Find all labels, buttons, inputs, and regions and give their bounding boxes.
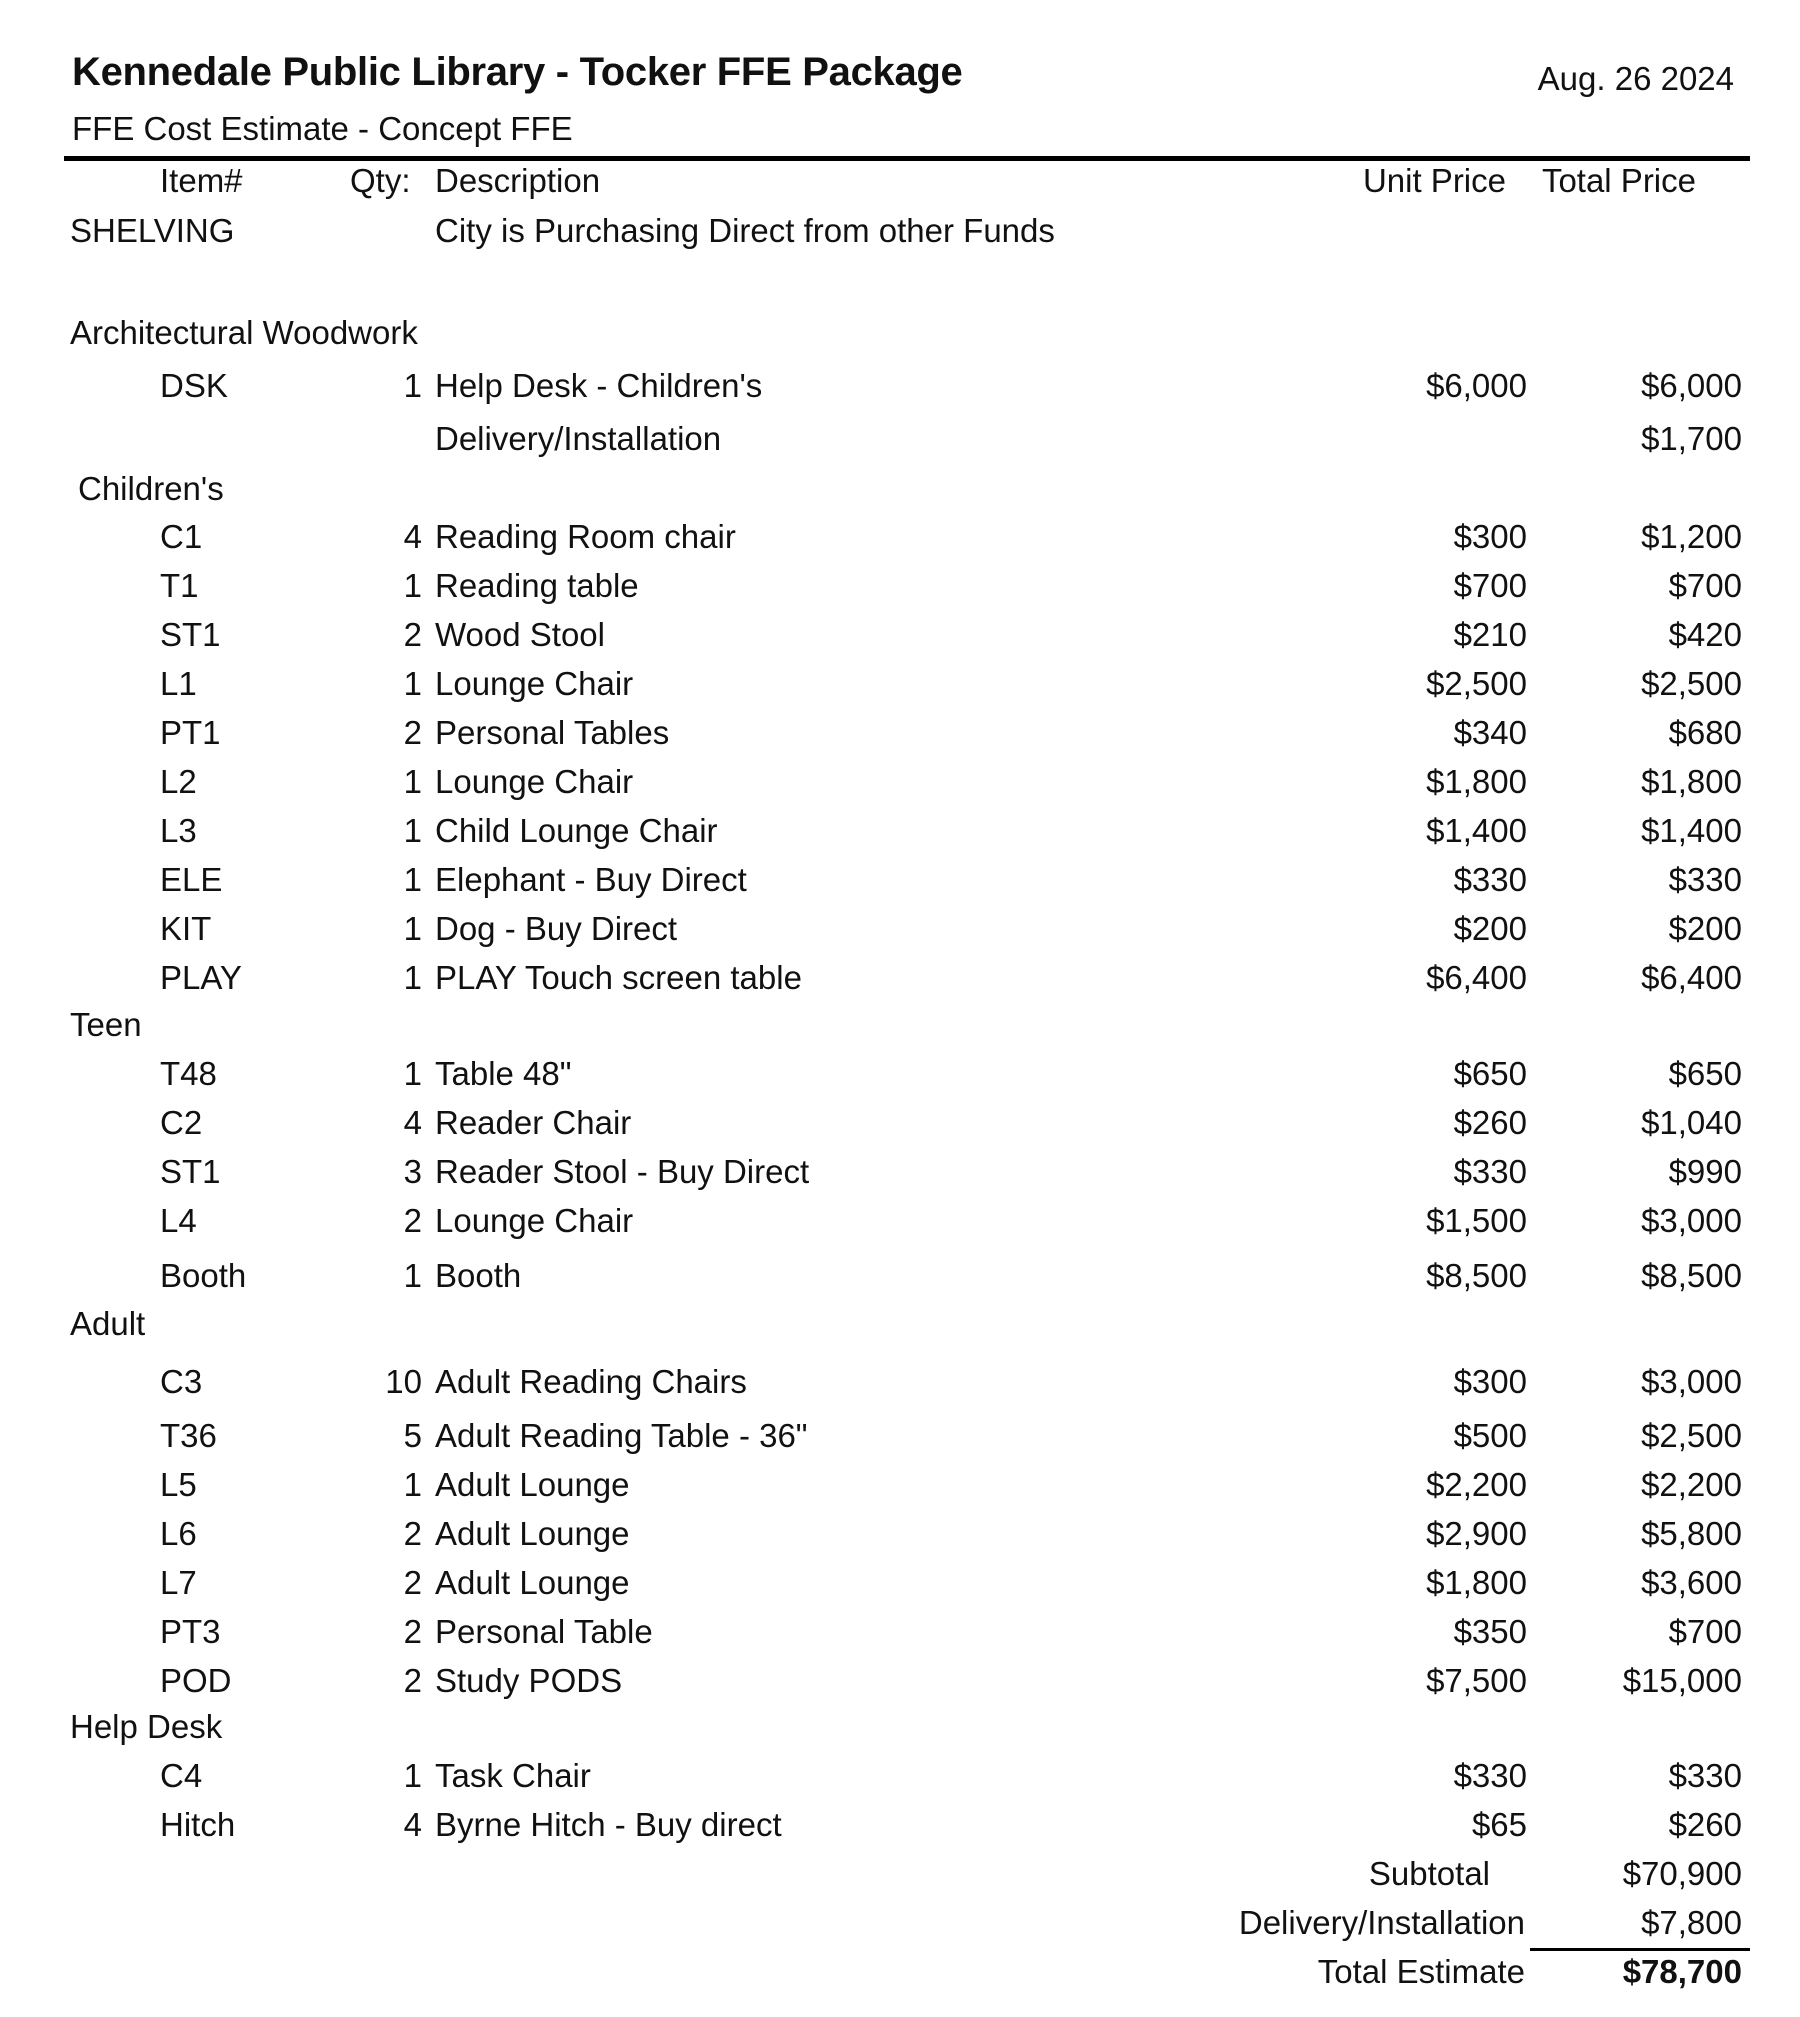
item-description: Lounge Chair [435,763,634,800]
delivery-installation-value: $7,800 [1641,1904,1742,1941]
item-number: T48 [160,1055,217,1092]
item-unit-price: $2,200 [1426,1466,1527,1503]
column-header-total-price: Total Price [1541,162,1696,199]
item-qty: 1 [403,367,422,404]
item-description: Dog - Buy Direct [435,910,678,947]
table-row [0,763,1800,813]
table-row [0,420,1800,470]
section-label: Help Desk [70,1708,223,1745]
table-row [0,714,1800,764]
table-row [0,367,1800,417]
table-row [0,1055,1800,1105]
item-qty: 4 [403,518,422,555]
shelving-label: SHELVING [70,212,235,249]
table-row [0,1104,1800,1154]
item-number: C1 [160,518,203,555]
item-total-price: $200 [1668,910,1742,947]
item-description: PLAY Touch screen table [435,959,802,996]
item-qty: 1 [403,959,422,996]
item-unit-price: $350 [1453,1613,1527,1650]
item-number: L5 [160,1466,197,1503]
shelving-row [0,212,1800,262]
item-description: Elephant - Buy Direct [435,861,747,898]
table-row [0,616,1800,666]
delivery-installation-label: Delivery/Installation [1238,1904,1525,1941]
item-unit-price: $1,800 [1426,763,1527,800]
item-total-price: $8,500 [1641,1257,1742,1294]
item-number: T1 [160,567,199,604]
item-unit-price: $330 [1453,1153,1527,1190]
item-qty: 4 [403,1806,422,1843]
item-description: Lounge Chair [435,665,634,702]
item-qty: 5 [403,1417,422,1454]
item-description: Wood Stool [435,616,605,653]
subtotal-label: Subtotal [1368,1855,1490,1892]
item-unit-price: $700 [1453,567,1527,604]
subtotal-value: $70,900 [1622,1855,1742,1892]
item-unit-price: $330 [1453,861,1527,898]
item-qty: 2 [403,1564,422,1601]
table-row [0,1806,1800,1856]
document-subtitle: FFE Cost Estimate - Concept FFE [72,110,573,147]
item-unit-price: $1,500 [1426,1202,1527,1239]
item-total-price: $650 [1668,1055,1742,1092]
item-total-price: $700 [1668,567,1742,604]
item-description: Byrne Hitch - Buy direct [435,1806,782,1843]
item-qty: 2 [403,616,422,653]
table-row [0,1153,1800,1203]
item-qty: 3 [403,1153,422,1190]
column-header-unit-price: Unit Price [1362,162,1506,199]
item-qty: 1 [403,1466,422,1503]
item-description: Child Lounge Chair [435,812,718,849]
table-row [0,518,1800,568]
item-description: Adult Lounge [435,1564,630,1601]
item-description: Reading table [435,567,639,604]
item-total-price: $1,800 [1641,763,1742,800]
section-help-desk [0,1708,1800,1758]
item-qty: 2 [403,1202,422,1239]
item-number: T36 [160,1417,217,1454]
section-teen [0,1006,1800,1056]
item-description: Adult Lounge [435,1466,630,1503]
item-unit-price: $650 [1453,1055,1527,1092]
item-description: Delivery/Installation [435,420,722,457]
section-childrens [0,470,1800,520]
section-label: Teen [70,1006,142,1043]
item-total-price: $1,400 [1641,812,1742,849]
item-total-price: $3,000 [1641,1363,1742,1400]
table-row [0,1613,1800,1663]
item-unit-price: $340 [1453,714,1527,751]
table-row [0,1257,1800,1307]
item-qty: 1 [403,763,422,800]
item-total-price: $420 [1668,616,1742,653]
item-total-price: $2,500 [1641,665,1742,702]
item-unit-price: $2,900 [1426,1515,1527,1552]
item-description: Booth [435,1257,522,1294]
item-total-price: $1,040 [1641,1104,1742,1141]
item-number: L1 [160,665,197,702]
item-number: C3 [160,1363,203,1400]
section-label: Children's [78,470,224,507]
item-qty: 1 [403,665,422,702]
item-total-price: $6,000 [1641,367,1742,404]
item-unit-price: $200 [1453,910,1527,947]
document-title: Kennedale Public Library - Tocker FFE Package [72,50,963,94]
item-qty: 2 [403,1613,422,1650]
item-qty: 2 [403,1662,422,1699]
item-description: Adult Reading Chairs [435,1363,747,1400]
item-number: L6 [160,1515,197,1552]
item-number: Hitch [160,1806,236,1843]
shelving-note: City is Purchasing Direct from other Funds [435,212,1055,249]
section-label: Architectural Woodwork [70,314,418,351]
table-row [0,1564,1800,1614]
total-estimate-label: Total Estimate [1317,1953,1525,1990]
item-total-price: $2,500 [1641,1417,1742,1454]
item-number: ELE [160,861,223,898]
item-total-price: $330 [1668,861,1742,898]
table-row [0,1363,1800,1413]
item-qty: 1 [403,567,422,604]
item-unit-price: $300 [1453,518,1527,555]
item-qty: 1 [403,1055,422,1092]
item-number: L7 [160,1564,197,1601]
item-description: Study PODS [435,1662,623,1699]
item-unit-price: $1,400 [1426,812,1527,849]
item-description: Reader Stool - Buy Direct [435,1153,810,1190]
item-total-price: $260 [1668,1806,1742,1843]
item-description: Table 48" [435,1055,572,1092]
item-unit-price: $6,000 [1426,367,1527,404]
item-total-price: $330 [1668,1757,1742,1794]
item-number: ST1 [160,616,221,653]
item-description: Reading Room chair [435,518,736,555]
item-description: Reader Chair [435,1104,632,1141]
total-estimate-value: $78,700 [1622,1953,1742,1990]
column-header-item: Item# [160,162,243,199]
item-unit-price: $65 [1471,1806,1527,1843]
item-total-price: $990 [1668,1153,1742,1190]
item-total-price: $6,400 [1641,959,1742,996]
item-qty: 4 [403,1104,422,1141]
item-number: L2 [160,763,197,800]
item-number: KIT [160,910,212,947]
item-description: Adult Reading Table - 36" [435,1417,808,1454]
item-number: ST1 [160,1153,221,1190]
item-total-price: $680 [1668,714,1742,751]
item-total-price: $5,800 [1641,1515,1742,1552]
table-row [0,910,1800,960]
item-total-price: $2,200 [1641,1466,1742,1503]
total-divider [1530,1948,1750,1951]
table-row [0,1417,1800,1467]
item-total-price: $3,600 [1641,1564,1742,1601]
column-header-description: Description [435,162,601,199]
table-row [0,812,1800,862]
table-row [0,861,1800,911]
item-qty: 1 [403,861,422,898]
item-description: Personal Table [435,1613,653,1650]
section-label: Adult [70,1305,146,1342]
item-description: Help Desk - Children's [435,367,763,404]
table-row [0,1202,1800,1252]
item-number: PT3 [160,1613,221,1650]
item-unit-price: $1,800 [1426,1564,1527,1601]
item-total-price: $3,000 [1641,1202,1742,1239]
item-qty: 1 [403,1257,422,1294]
item-unit-price: $300 [1453,1363,1527,1400]
table-row [0,1515,1800,1565]
item-unit-price: $8,500 [1426,1257,1527,1294]
header-divider [64,156,1750,161]
item-number: L3 [160,812,197,849]
item-unit-price: $210 [1453,616,1527,653]
item-qty: 1 [403,1757,422,1794]
item-description: Adult Lounge [435,1515,630,1552]
section-adult [0,1305,1800,1355]
item-qty: 1 [403,910,422,947]
item-number: POD [160,1662,232,1699]
item-unit-price: $6,400 [1426,959,1527,996]
table-row [0,665,1800,715]
column-header-qty: Qty: [350,162,411,199]
item-description: Lounge Chair [435,1202,634,1239]
item-total-price: $1,200 [1641,518,1742,555]
item-unit-price: $260 [1453,1104,1527,1141]
table-row [0,1662,1800,1712]
item-number: DSK [160,367,228,404]
document-date: Aug. 26 2024 [1537,60,1734,97]
item-number: Booth [160,1257,247,1294]
item-number: L4 [160,1202,197,1239]
table-row [0,1757,1800,1807]
item-qty: 2 [403,1515,422,1552]
item-unit-price: $2,500 [1426,665,1527,702]
item-description: Task Chair [435,1757,591,1794]
table-row [0,567,1800,617]
item-number: PLAY [160,959,242,996]
item-unit-price: $500 [1453,1417,1527,1454]
item-total-price: $15,000 [1622,1662,1742,1699]
item-number: C2 [160,1104,203,1141]
item-number: C4 [160,1757,203,1794]
item-qty: 1 [403,812,422,849]
item-qty: 2 [403,714,422,751]
item-number: PT1 [160,714,221,751]
item-total-price: $700 [1668,1613,1742,1650]
table-row [0,1466,1800,1516]
item-unit-price: $7,500 [1426,1662,1527,1699]
table-row [0,959,1800,1009]
section-architectural-woodwork [0,314,1800,364]
item-unit-price: $330 [1453,1757,1527,1794]
item-total-price: $1,700 [1641,420,1742,457]
item-description: Personal Tables [435,714,670,751]
item-qty: 10 [385,1363,422,1400]
